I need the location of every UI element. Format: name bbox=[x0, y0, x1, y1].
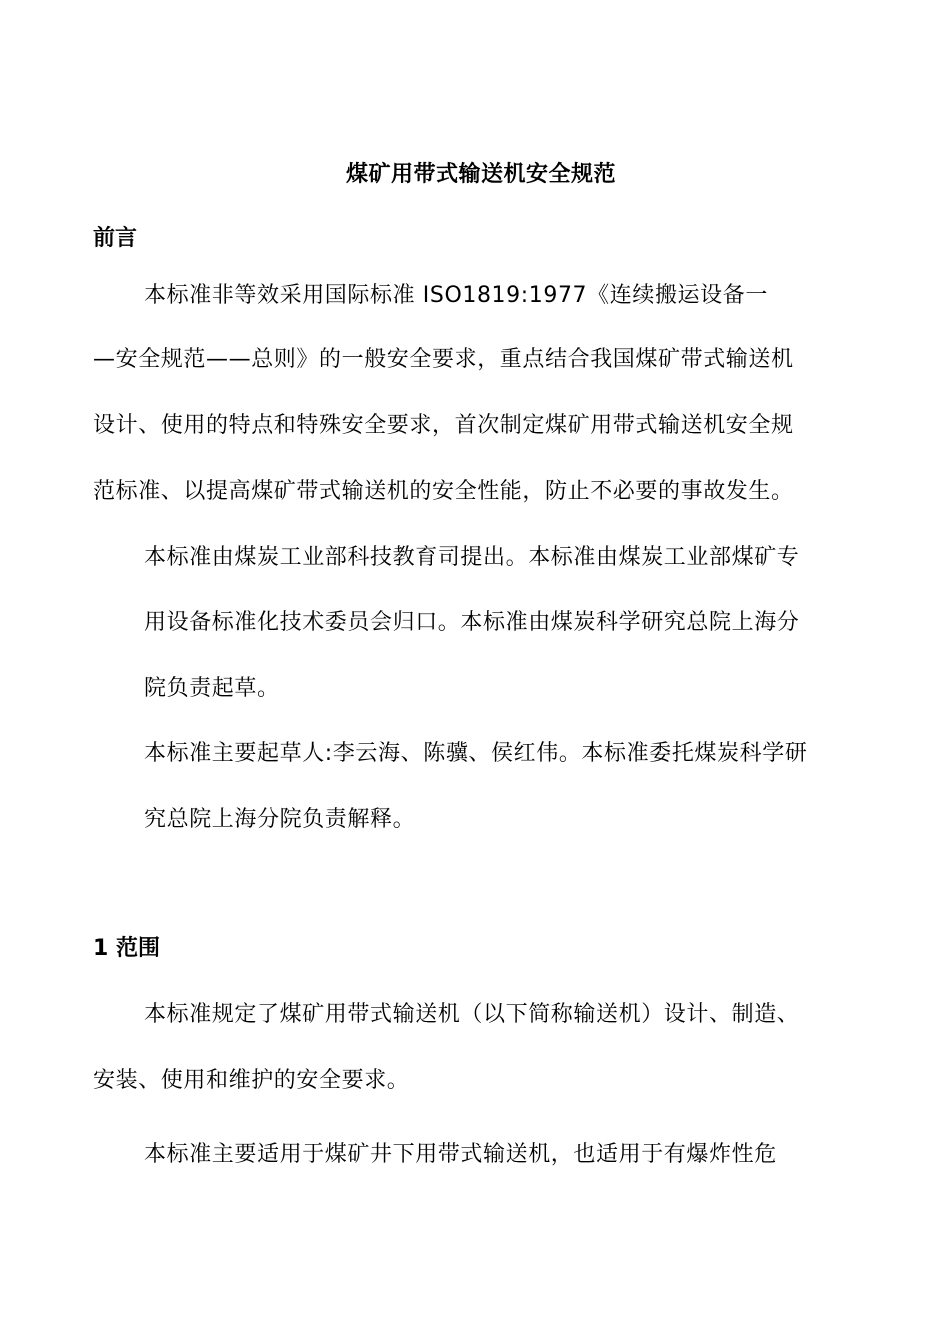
scope-heading: 1 范围 bbox=[93, 936, 160, 961]
preface-line: 本标准主要起草人:李云海、陈骥、侯红伟。本标准委托煤炭科学研 bbox=[144, 741, 808, 766]
preface-line: —安全规范——总则》的一般安全要求，重点结合我国煤矿带式输送机 bbox=[93, 347, 794, 372]
scope-line: 本标准规定了煤矿用带式输送机（以下简称输送机）设计、制造、 bbox=[144, 1002, 800, 1027]
document-title: 煤矿用带式输送机安全规范 bbox=[345, 162, 616, 187]
scope-line: 本标准主要适用于煤矿井下用带式输送机，也适用于有爆炸性危 bbox=[144, 1142, 777, 1167]
preface-line: 究总院上海分院负责解释。 bbox=[144, 807, 416, 832]
preface-line: 院负责起草。 bbox=[144, 676, 280, 701]
preface-heading: 前言 bbox=[93, 226, 138, 251]
preface-line: 用设备标准化技术委员会归口。本标准由煤炭科学研究总院上海分 bbox=[144, 610, 800, 635]
preface-line: 设计、使用的特点和特殊安全要求，首次制定煤矿用带式输送机安全规 bbox=[93, 413, 794, 438]
scope-line: 安装、使用和维护的安全要求。 bbox=[93, 1068, 410, 1093]
preface-line: 本标准由煤炭工业部科技教育司提出。本标准由煤炭工业部煤矿专 bbox=[144, 545, 800, 570]
preface-line: 范标准、以提高煤矿带式输送机的安全性能，防止不必要的事故发生。 bbox=[93, 479, 794, 504]
preface-line: 本标准非等效采用国际标准 ISO1819:1977《连续搬运设备一 bbox=[144, 283, 768, 308]
